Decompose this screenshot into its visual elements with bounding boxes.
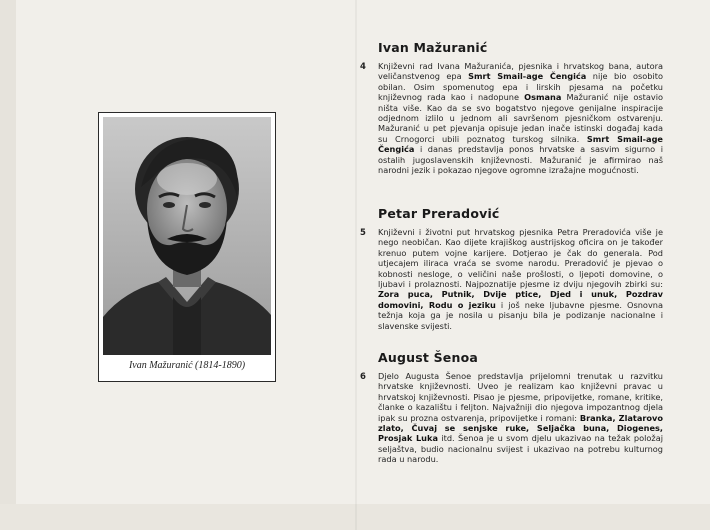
entry-title: Ivan Mažuranić	[378, 40, 488, 55]
text-run: Književni i životni put hrvatskog pjesnika Petra Preradovića više je nego neobičan. Kao dijete krajiškog austrijskog oficira on je također krenuo putem vojne karijere. Dotjerao je čak do generala. Pod utjecajem ilirаca vraća se svome narodu. Preradović je pjevao o kobnosti nesloge, o veličini naše prošlosti, o ljepoti domovine, o ljubavi i prolaznosti. Najpoznatije pjesme iz dviju njegovih zbirki su:	[378, 227, 663, 290]
work-title: Smrt Smail-age Čengića	[378, 133, 663, 155]
page-edge	[0, 0, 16, 530]
entry-number: 5	[360, 228, 366, 238]
work-title: Osmana	[524, 92, 562, 103]
work-title: Smrt Smail-age Čengića	[468, 71, 587, 82]
text-run: Književni rad Ivana Mažuranića, pjesnika i hrvatskog bana, autora veličanstvenog epa	[378, 61, 663, 82]
portrait-card	[98, 112, 276, 382]
entry-text	[378, 227, 663, 331]
entry-title: Petar Preradović	[378, 206, 500, 221]
entry-number: 4	[360, 62, 366, 72]
entry-title: August Šenoa	[378, 350, 478, 365]
entry-text	[378, 371, 663, 465]
text-run: i danas predstavlja ponos hrvatske a sasvim sigurno i ostalih jugoslavenskih književnosti. Mažuranić je afirmirao naš narodni jezik i pokazao njegove ogromne izražajne mogućnosti.	[378, 144, 663, 176]
work-title: Zora puca, Putnik, Dvije ptice, Djed i unuk, Pozdrav domovini, Rodu o jeziku	[378, 289, 663, 310]
page-fold	[355, 0, 357, 530]
text-run: Mažuranić nije ostavio ništa više. Kao da se svo bogatstvo njegove genijalne inspiracije odjednom izlilo u jednom ali savršenom pjesničkom ostvarenju. Mažuranić u pet pjevanja opisuje jedan inače istinski događaj kada su Crnogorci ubili poznatog turskog silnika.	[378, 92, 663, 144]
text-run: itd. Šenoa je u svom djelu ukazivao na težak položaj seljaštva, budio nacionalnu svijest i ukazivao na potrebu kulturnog rada u narodu.	[378, 433, 663, 465]
entry-senoa	[360, 350, 663, 465]
portrait-caption: Ivan Mažuranić (1814-1890)	[128, 360, 246, 371]
entry-mazuranic	[360, 40, 663, 176]
portrait-photo	[103, 117, 271, 355]
entry-preradovic	[360, 206, 663, 331]
entry-text	[378, 61, 663, 175]
text-run: nije bio osobito obilan. Osim spomenutog epa i lirskih pjesama na početku književnog rada kao i nadopune	[378, 71, 663, 103]
text-run: Djelo Augusta Šenoe predstavlja prijelomni trenutak u razvitku hrvatske književnosti. Uveo je realizam kao književni pravac u hrvatskoj književnosti. Pisao je pjesme, pripovijetke, romane, kritike, članke o kazalištu i feljton. Najvažniji dio njegova impozantnog djela ipak su prozna ostvarenja, pripovijetke i romani:	[378, 371, 663, 423]
text-run: i još neke ljubavne pjesme. Osnovna težnja koja ga je nosila u pisanju bila je podizanje nacionalne i slavenske svijesti.	[378, 299, 663, 331]
work-title: Branka, Zlatarovo zlato, Čuvaj se senjske ruke, Seljačka buna, Diogenes, Prosjak Luka	[378, 412, 663, 444]
portrait-illustration	[103, 117, 271, 355]
entry-number: 6	[360, 372, 366, 382]
